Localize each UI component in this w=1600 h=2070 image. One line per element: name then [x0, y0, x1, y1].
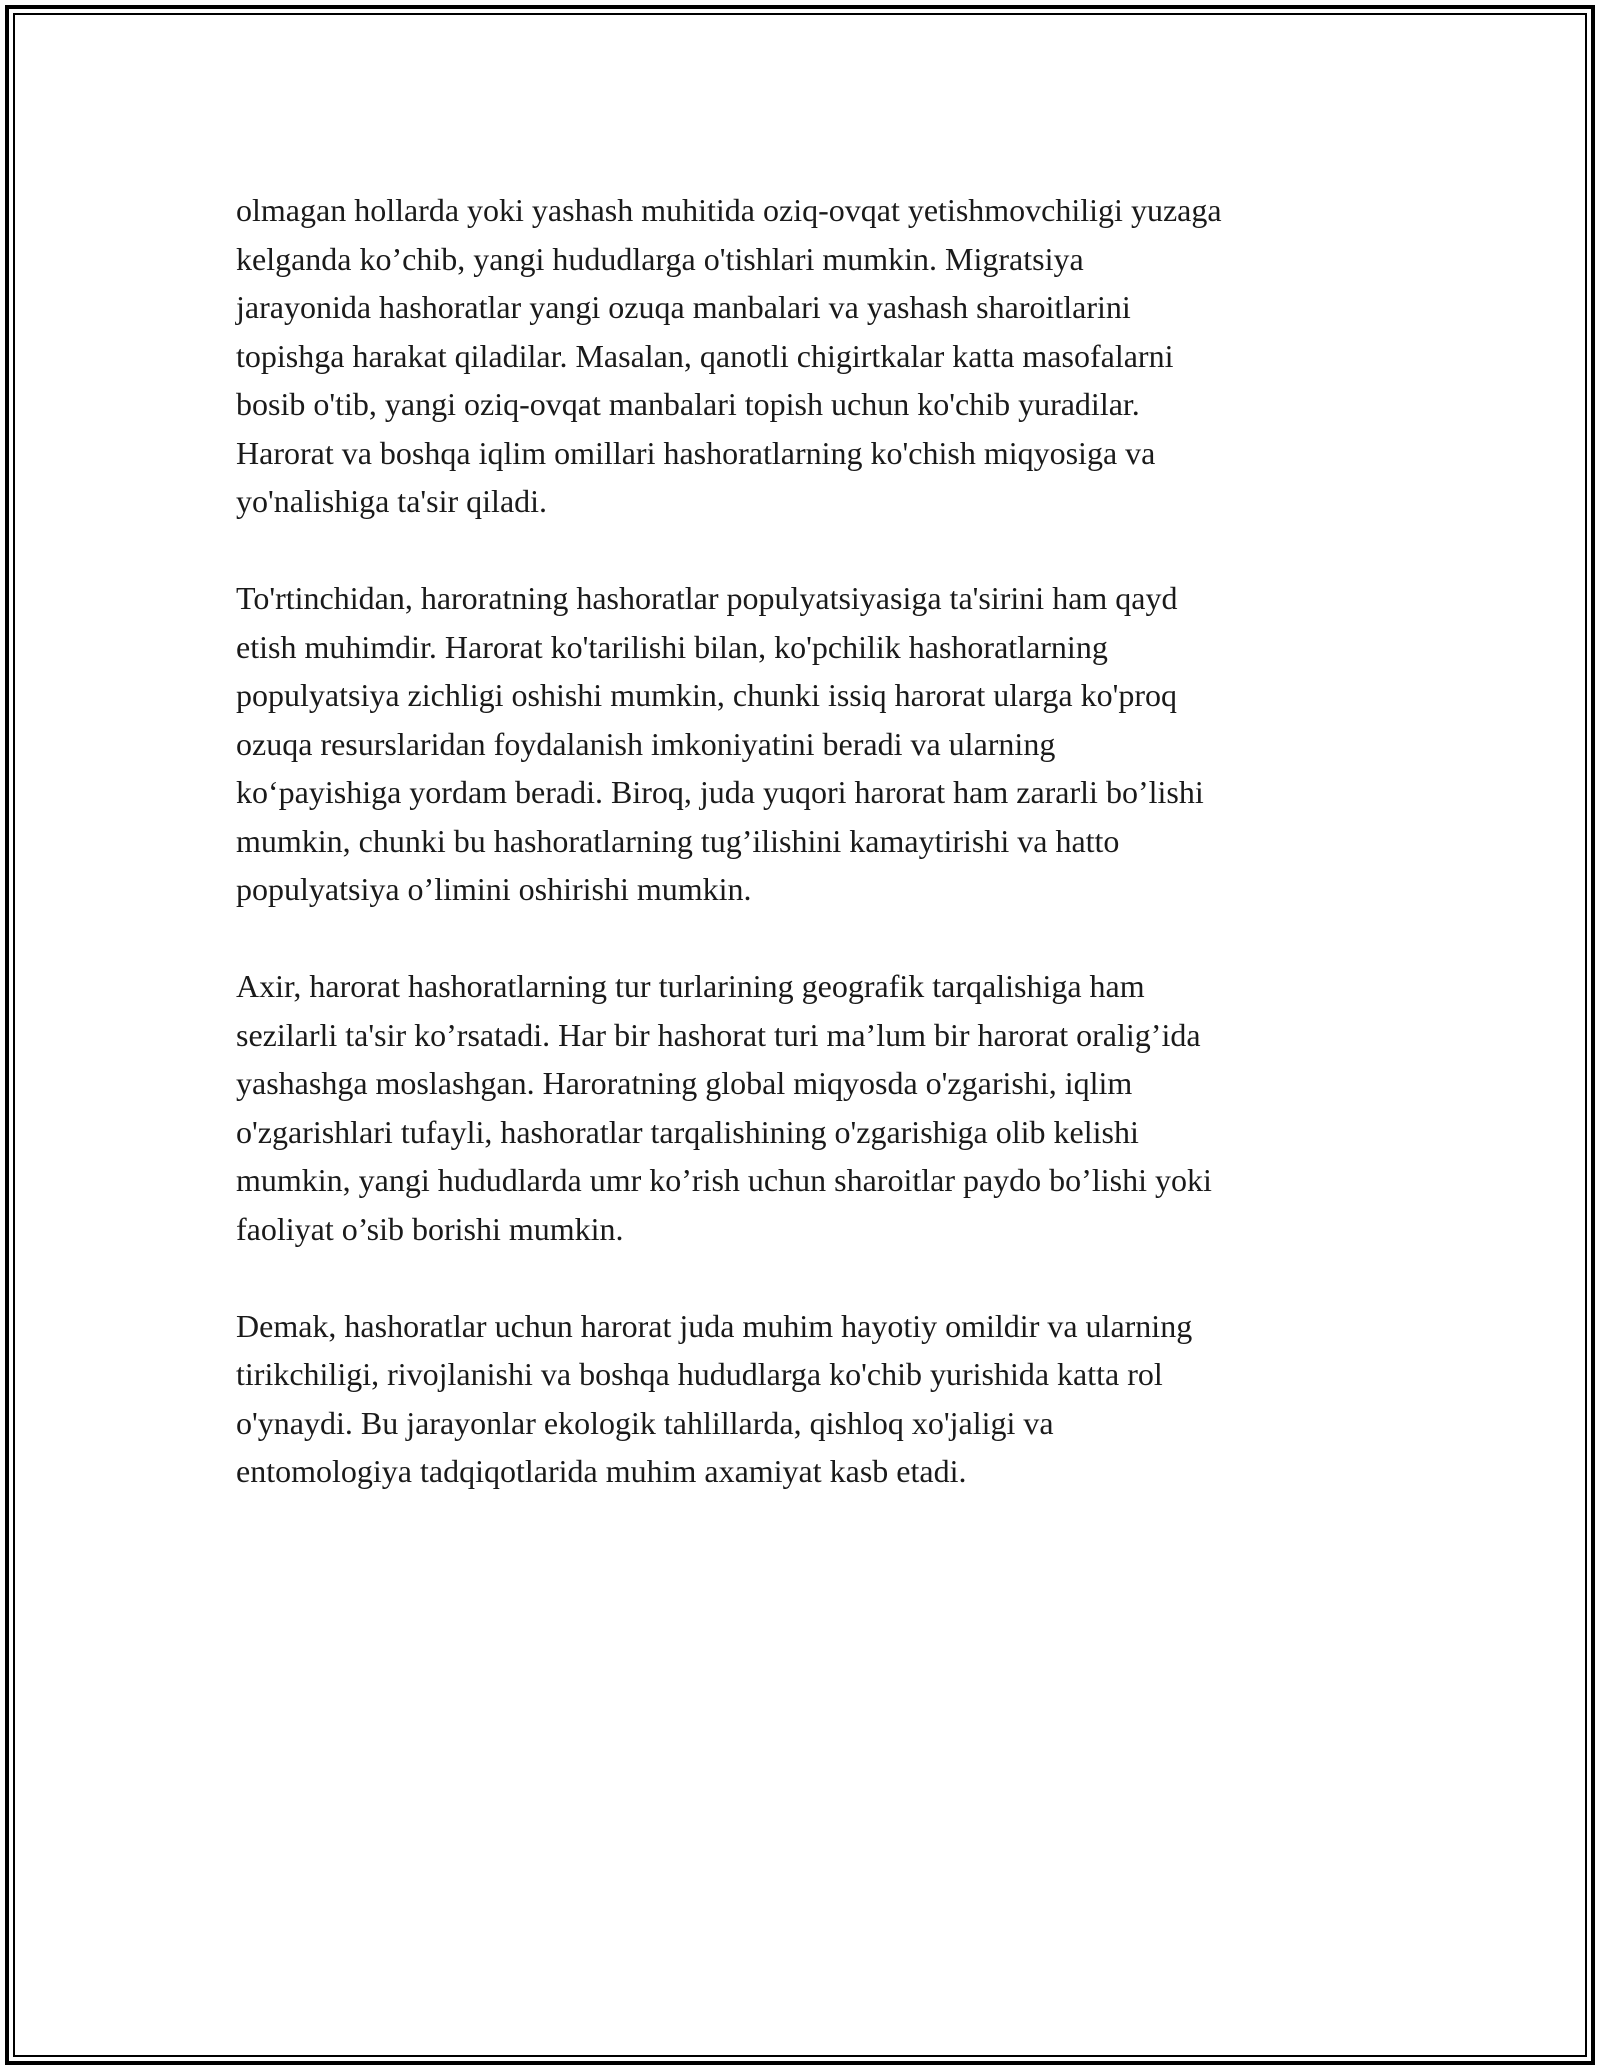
paragraph-migration: olmagan hollarda yoki yashash muhitida oziq-ovqat yetishmovchiligi yuzaga kelganda ko’chib, yangi hududlarga o'tishlari mumkin. Migratsiya jarayonida hashoratlar yangi ozuqa manbalari va yashash sharoitlarini topishga harakat qiladilar. Masalan, qanotli chigirtkalar katta masofalarni bosib o'tib, yangi oziq-ovqat manbalari topish uchun ko'chib yuradilar. Harorat va boshqa iqlim omillari hashoratlarning ko'chish miqyosiga va yo'nalishiga ta'sir qiladi. — [236, 192, 1222, 519]
document-body — [236, 186, 1376, 1496]
paragraph-population: To'rtinchidan, haroratning hashoratlar populyatsiyasiga ta'sirini ham qayd etish muhimdir. Harorat ko'tarilishi bilan, ko'pchilik hashoratlarning populyatsiya zichligi oshishi mumkin, chunki issiq harorat ularga ko'proq ozuqa resurslaridan foydalanish imkoniyatini beradi va ularning ko‘payishiga yordam beradi. Biroq, juda yuqori harorat ham zararli bo’lishi mumkin, chunki bu hashoratlarning tug’ilishini kamaytirishi va hatto populyatsiya o’limini oshirishi mumkin. — [236, 580, 1204, 907]
paragraph-distribution: Axir, harorat hashoratlarning tur turlarining geografik tarqalishiga ham sezilarli ta'sir ko’rsatadi. Har bir hashorat turi ma’lum bir harorat oralig’ida yashashga moslashgan. Haroratning global miqyosda o'zgarishi, iqlim o'zgarishlari tufayli, hashoratlar tarqalishining o'zgarishiga olib kelishi mumkin, yangi hududlarda umr ko’rish uchun sharoitlar paydo bo’lishi yoki faoliyat o’sib borishi mumkin. — [236, 968, 1212, 1247]
paragraph-conclusion: Demak, hashoratlar uchun harorat juda muhim hayotiy omildir va ularning tirikchiligi, rivojlanishi va boshqa hududlarga ko'chib yurishida katta rol o'ynaydi. Bu jarayonlar ekologik tahlillarda, qishloq xo'jaligi va entomologiya tadqiqotlarida muhim axamiyat kasb etadi. — [236, 1307, 1193, 1489]
